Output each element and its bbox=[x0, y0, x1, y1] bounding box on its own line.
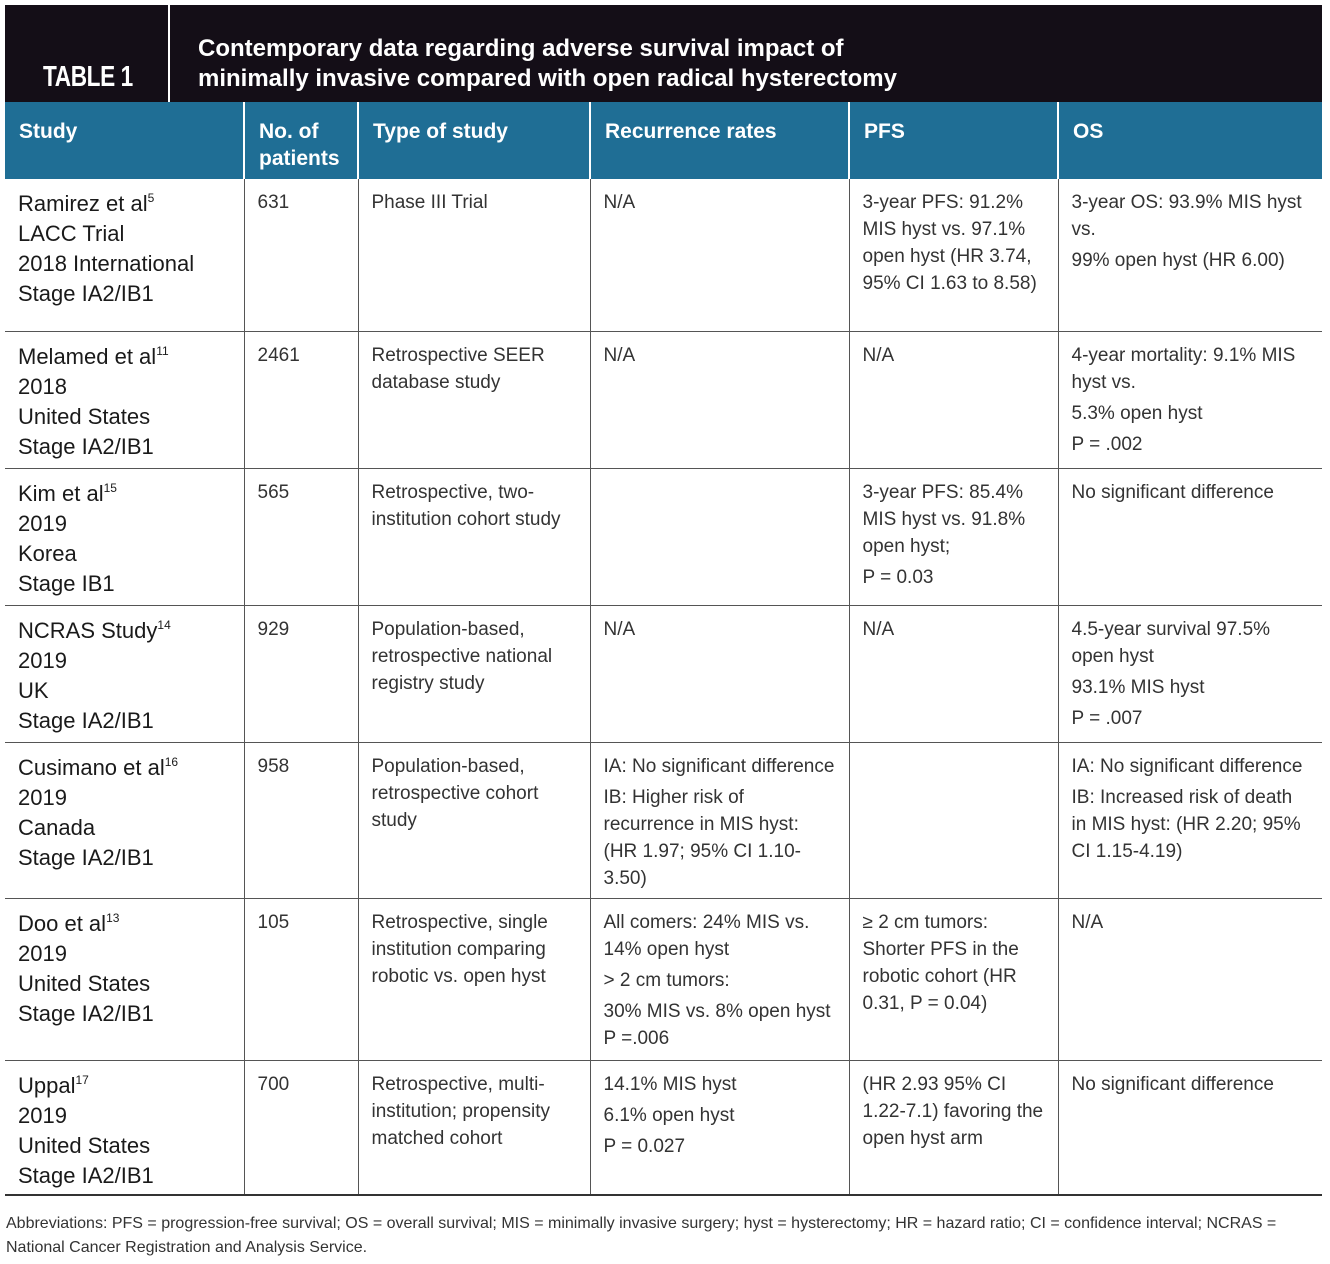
cell-study bbox=[5, 331, 244, 468]
cell-line: 2018 bbox=[18, 373, 67, 399]
cell-study bbox=[5, 898, 244, 1060]
cell-value: 565 bbox=[257, 481, 290, 503]
column-header-os: OS bbox=[1058, 102, 1322, 179]
cell-line: Retrospective, multi-institution; propensity matched cohort bbox=[371, 1073, 550, 1149]
cell-pfs bbox=[849, 742, 1058, 898]
cell-study bbox=[5, 468, 244, 605]
reference-superscript: 11 bbox=[156, 343, 169, 358]
cell-value: 105 bbox=[257, 911, 290, 933]
table-row bbox=[5, 179, 1322, 331]
cell-line: Uppal bbox=[18, 1072, 76, 1098]
table-row bbox=[5, 898, 1322, 1060]
cell-line: United States bbox=[18, 1132, 151, 1158]
cell-os bbox=[1058, 1060, 1322, 1195]
cell-os bbox=[1058, 898, 1322, 1060]
cell-recurrence bbox=[590, 1060, 849, 1195]
cell-line: Ramirez et al bbox=[18, 191, 148, 216]
cell-line: Cusimano et al bbox=[18, 754, 165, 780]
cell-patients bbox=[244, 331, 358, 468]
table-row bbox=[5, 468, 1322, 605]
table-row bbox=[5, 605, 1322, 742]
cell-line: Stage IA2/IB1 bbox=[18, 433, 154, 459]
cell-os bbox=[1058, 468, 1322, 605]
table-title-line-2: minimally invasive compared with open radical hysterectomy bbox=[198, 65, 897, 92]
cell-line: Stage IB1 bbox=[18, 570, 115, 596]
cell-line: Doo et al bbox=[18, 910, 107, 936]
cell-patients bbox=[244, 898, 358, 1060]
cell-line: 2019 bbox=[18, 940, 67, 966]
table-title bbox=[170, 5, 1322, 102]
cell-value: 958 bbox=[257, 755, 290, 777]
cell-study bbox=[5, 1060, 244, 1195]
cell-value: 700 bbox=[257, 1073, 290, 1095]
reference-superscript: 17 bbox=[75, 1072, 89, 1087]
cell-line: 4.5-year survival 97.5% open hyst bbox=[1071, 618, 1271, 667]
cell-line: P = 0.027 bbox=[603, 1135, 686, 1157]
cell-line: 5.3% open hyst bbox=[1071, 402, 1203, 424]
cell-line: P = .002 bbox=[1071, 433, 1143, 455]
cell-value: 929 bbox=[257, 618, 290, 640]
cell-recurrence bbox=[590, 742, 849, 898]
cell-line: N/A bbox=[603, 192, 636, 213]
table-number-label: TABLE 1 bbox=[43, 61, 133, 93]
cell-study bbox=[5, 605, 244, 742]
cell-line: 2018 International bbox=[18, 251, 195, 276]
cell-patients bbox=[244, 1060, 358, 1195]
column-header-patients: No. of patients bbox=[244, 102, 358, 179]
cell-pfs bbox=[849, 1060, 1058, 1195]
cell-line: Stage IA2/IB1 bbox=[18, 281, 154, 306]
cell-line: 2019 bbox=[18, 647, 67, 673]
cell-line: UK bbox=[18, 677, 49, 703]
column-header-recurrence: Recurrence rates bbox=[590, 102, 849, 179]
cell-line: 3-year PFS: 85.4% MIS hyst vs. 91.8% open hyst; bbox=[862, 481, 1026, 557]
cell-line: 2019 bbox=[18, 784, 67, 810]
cell-line: N/A bbox=[603, 618, 636, 640]
cell-line: > 2 cm tumors: bbox=[603, 969, 730, 991]
cell-line: N/A bbox=[603, 344, 636, 366]
cell-line: (HR 2.93 95% CI 1.22-7.1) favoring the open hyst arm bbox=[862, 1073, 1044, 1149]
cell-line: 3-year OS: 93.9% MIS hyst vs. bbox=[1071, 192, 1302, 240]
cell-line: 14.1% MIS hyst bbox=[603, 1073, 737, 1095]
cell-line: No significant difference bbox=[1071, 1073, 1274, 1095]
cell-type bbox=[358, 742, 590, 898]
cell-line: Stage IA2/IB1 bbox=[18, 844, 154, 870]
cell-line: P = 0.03 bbox=[862, 566, 934, 588]
cell-type bbox=[358, 1060, 590, 1195]
cell-line: Retrospective SEER database study bbox=[371, 344, 545, 393]
table-row bbox=[5, 331, 1322, 468]
cell-line: United States bbox=[18, 970, 151, 996]
cell-type bbox=[358, 179, 590, 331]
cell-line: 6.1% open hyst bbox=[603, 1104, 735, 1126]
cell-patients bbox=[244, 179, 358, 331]
column-header-pfs: PFS bbox=[849, 102, 1058, 179]
cell-recurrence bbox=[590, 331, 849, 468]
cell-type bbox=[358, 898, 590, 1060]
cell-line: IB: Increased risk of death in MIS hyst: (HR 2.20; 95% CI 1.15-4.19) bbox=[1071, 786, 1301, 862]
cell-patients bbox=[244, 468, 358, 605]
table-row bbox=[5, 1060, 1322, 1195]
cell-line: No significant difference bbox=[1071, 481, 1274, 503]
cell-os bbox=[1058, 742, 1322, 898]
reference-superscript: 13 bbox=[106, 910, 120, 925]
cell-line: 4-year mortality: 9.1% MIS hyst vs. bbox=[1071, 344, 1296, 393]
survival-data-table bbox=[5, 102, 1322, 1196]
cell-line: Population-based, retrospective national registry study bbox=[371, 618, 553, 694]
cell-recurrence bbox=[590, 605, 849, 742]
reference-superscript: 5 bbox=[147, 191, 155, 205]
cell-os bbox=[1058, 179, 1322, 331]
cell-type bbox=[358, 468, 590, 605]
cell-line: P = .007 bbox=[1071, 707, 1143, 729]
cell-line: Retrospective, two-institution cohort study bbox=[371, 481, 561, 530]
table-banner bbox=[5, 5, 1322, 102]
cell-patients bbox=[244, 742, 358, 898]
cell-line: United States bbox=[18, 403, 151, 429]
cell-line: Retrospective, single institution comparing robotic vs. open hyst bbox=[371, 911, 548, 987]
cell-line: Stage IA2/IB1 bbox=[18, 1000, 154, 1026]
table-body bbox=[5, 179, 1322, 1195]
abbreviations-footnote: Abbreviations: PFS = progression-free survival; OS = overall survival; MIS = minimally invasive surgery; hyst = hysterectomy; HR = hazard ratio; CI = confidence interval; NCRAS = National Cancer Registration and Analysis Service. bbox=[6, 1215, 1277, 1256]
cell-line: 2019 bbox=[18, 1102, 67, 1128]
cell-line: IA: No significant difference bbox=[1071, 755, 1303, 777]
cell-study bbox=[5, 179, 244, 331]
cell-pfs bbox=[849, 179, 1058, 331]
cell-line: Canada bbox=[18, 814, 96, 840]
table-title-line-1: Contemporary data regarding adverse survival impact of bbox=[198, 35, 844, 62]
cell-study bbox=[5, 742, 244, 898]
cell-value: 631 bbox=[257, 192, 290, 213]
cell-line: N/A bbox=[1071, 911, 1104, 933]
cell-line: Stage IA2/IB1 bbox=[18, 707, 154, 733]
cell-line: Korea bbox=[18, 540, 77, 566]
cell-pfs bbox=[849, 605, 1058, 742]
cell-line: 2019 bbox=[18, 510, 67, 536]
cell-line: 3-year PFS: 91.2% MIS hyst vs. 97.1% open hyst (HR 3.74, 95% CI 1.63 to 8.58) bbox=[862, 192, 1037, 294]
cell-line: IA: No significant difference bbox=[603, 755, 835, 777]
cell-line: 99% open hyst (HR 6.00) bbox=[1071, 250, 1285, 271]
cell-line: N/A bbox=[862, 618, 895, 640]
cell-line: LACC Trial bbox=[18, 221, 125, 246]
cell-recurrence bbox=[590, 898, 849, 1060]
reference-superscript: 16 bbox=[164, 754, 179, 769]
cell-pfs bbox=[849, 468, 1058, 605]
cell-line: 30% MIS vs. 8% open hyst P =.006 bbox=[603, 1000, 831, 1049]
cell-type bbox=[358, 331, 590, 468]
cell-line: Phase III Trial bbox=[371, 192, 488, 213]
reference-superscript: 14 bbox=[157, 617, 171, 632]
cell-patients bbox=[244, 605, 358, 742]
cell-line: Stage IA2/IB1 bbox=[18, 1162, 154, 1188]
cell-line: ≥ 2 cm tumors: Shorter PFS in the robotic cohort (HR 0.31, P = 0.04) bbox=[862, 911, 1019, 1014]
cell-os bbox=[1058, 331, 1322, 468]
column-header-study: Study bbox=[5, 102, 244, 179]
reference-superscript: 15 bbox=[103, 480, 117, 495]
cell-line: All comers: 24% MIS vs. 14% open hyst bbox=[603, 911, 810, 960]
cell-line: N/A bbox=[862, 344, 895, 366]
table-header-row bbox=[5, 102, 1322, 179]
cell-line: Population-based, retrospective cohort study bbox=[371, 755, 539, 831]
cell-pfs bbox=[849, 331, 1058, 468]
cell-recurrence bbox=[590, 179, 849, 331]
cell-line: Melamed et al bbox=[18, 343, 157, 369]
cell-pfs bbox=[849, 898, 1058, 1060]
cell-line: Kim et al bbox=[18, 480, 104, 506]
cell-line: 93.1% MIS hyst bbox=[1071, 676, 1205, 698]
cell-value: 2461 bbox=[257, 344, 300, 366]
table-row bbox=[5, 742, 1322, 898]
cell-line: IB: Higher risk of recurrence in MIS hyst: (HR 1.97; 95% CI 1.10-3.50) bbox=[603, 786, 801, 889]
cell-line: NCRAS Study bbox=[18, 617, 158, 643]
cell-os bbox=[1058, 605, 1322, 742]
cell-recurrence bbox=[590, 468, 849, 605]
column-header-type: Type of study bbox=[358, 102, 590, 179]
cell-type bbox=[358, 605, 590, 742]
